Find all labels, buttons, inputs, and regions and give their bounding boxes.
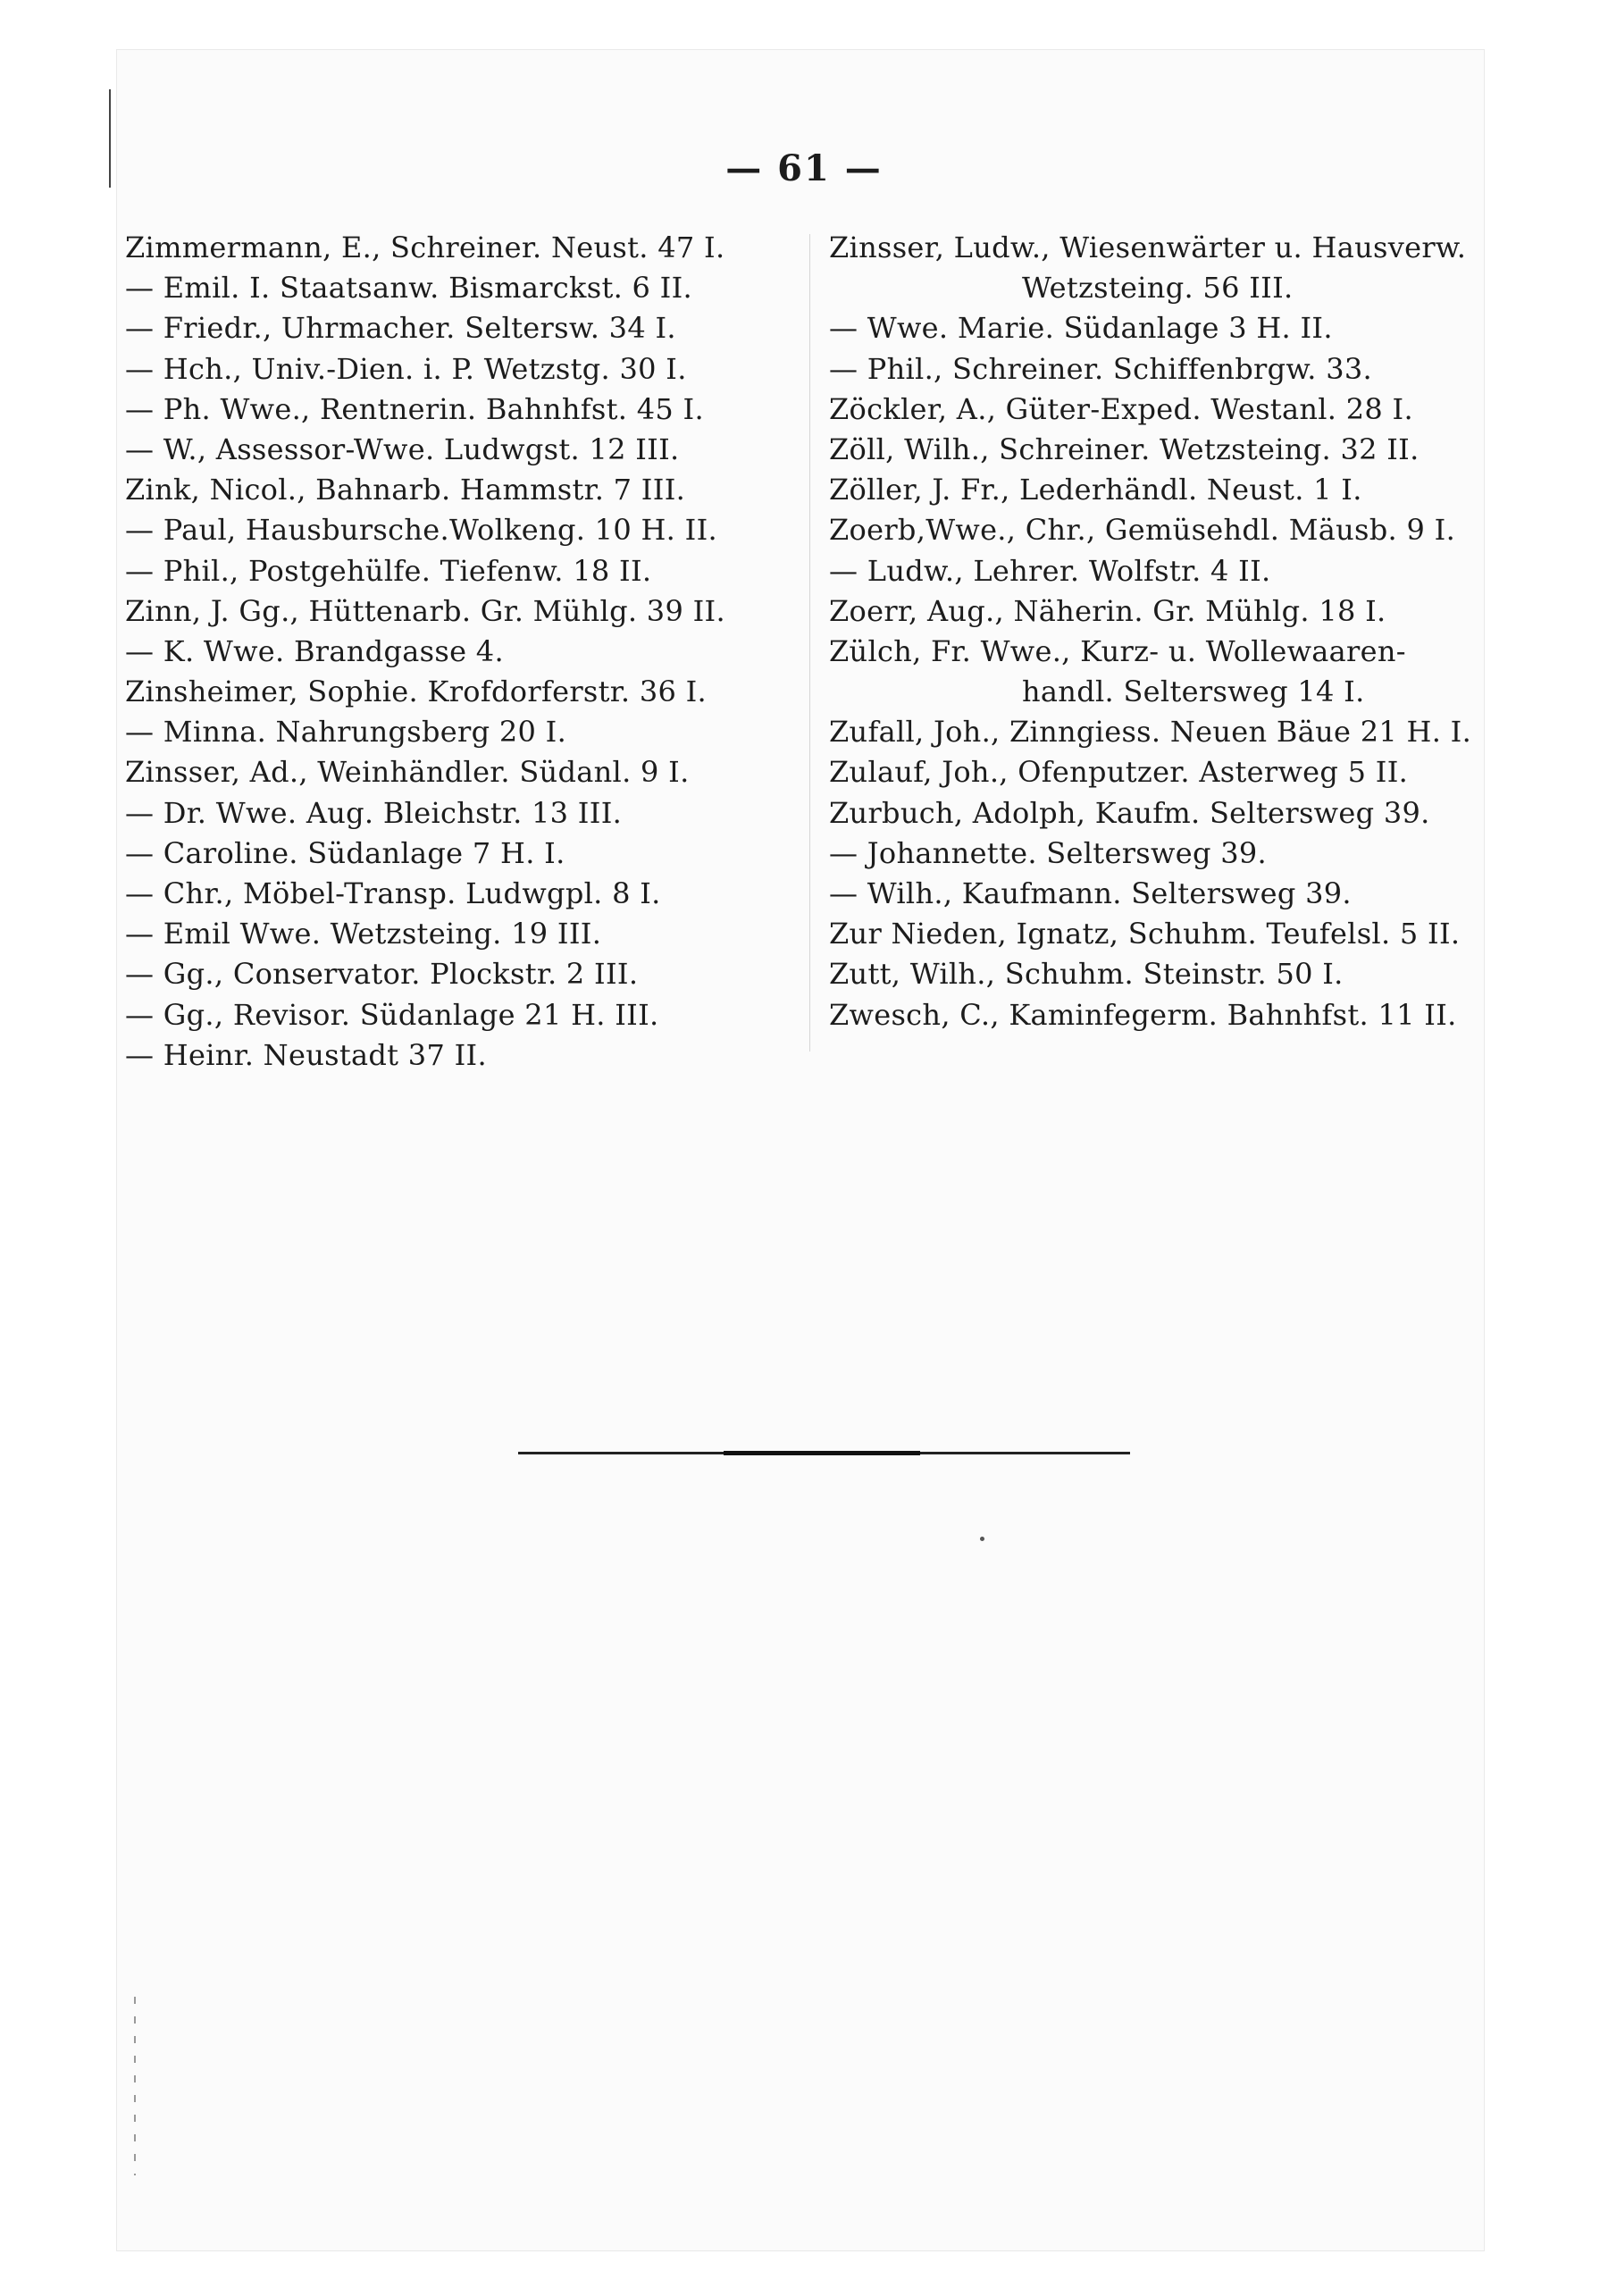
directory-entry: Zinsheimer, Sophie. Krofdorferstr. 36 I. bbox=[125, 675, 708, 709]
directory-entry: Zutt, Wilh., Schuhm. Steinstr. 50 I. bbox=[829, 957, 1344, 992]
print-speck bbox=[980, 1537, 984, 1541]
directory-entry: Zur Nieden, Ignatz, Schuhm. Teufelsl. 5 II. bbox=[829, 917, 1461, 951]
directory-column-left bbox=[125, 228, 804, 1076]
directory-entry: Zöller, J. Fr., Lederhändl. Neust. 1 I. bbox=[829, 473, 1362, 507]
directory-entry: Zwesch, C., Kaminfegerm. Bahnhfst. 11 II. bbox=[829, 997, 1457, 1032]
directory-column-right bbox=[829, 228, 1490, 1035]
directory-entry: Wetzsteing. 56 III. bbox=[1022, 271, 1294, 306]
directory-entry: — Dr. Wwe. Aug. Bleichstr. 13 III. bbox=[125, 795, 623, 830]
directory-entry: — Heinr. Neustadt 37 II. bbox=[125, 1037, 487, 1072]
scan-edge-mark-lower bbox=[134, 1997, 136, 2175]
directory-entry: Zöll, Wilh., Schreiner. Wetzsteing. 32 II. bbox=[829, 432, 1420, 466]
directory-entry: — Chr., Möbel-Transp. Ludwgpl. 8 I. bbox=[125, 876, 661, 910]
directory-entry: Zoerr, Aug., Näherin. Gr. Mühlg. 18 I. bbox=[829, 593, 1386, 628]
directory-entry: Zinsser, Ludw., Wiesenwärter u. Hausverw. bbox=[829, 230, 1467, 264]
directory-entry: — Emil. I. Staatsanw. Bismarckst. 6 II. bbox=[125, 271, 693, 306]
directory-entry: — Caroline. Südanlage 7 H. I. bbox=[125, 835, 565, 870]
directory-entry: — Gg., Revisor. Südanlage 21 H. III. bbox=[125, 997, 659, 1032]
directory-entry: — Minna. Nahrungsberg 20 I. bbox=[125, 715, 567, 750]
directory-entry: Zöckler, A., Güter-Exped. Westanl. 28 I. bbox=[829, 391, 1413, 426]
directory-entry: — Friedr., Uhrmacher. Seltersw. 34 I. bbox=[125, 311, 676, 346]
directory-entry: — K. Wwe. Brandgasse 4. bbox=[125, 633, 504, 668]
directory-entry: — Ph. Wwe., Rentnerin. Bahnhfst. 45 I. bbox=[125, 391, 704, 426]
directory-entry: — Paul, Hausbursche.Wolkeng. 10 H. II. bbox=[125, 513, 717, 548]
directory-entry: handl. Seltersweg 14 I. bbox=[1022, 675, 1365, 709]
directory-entry: Zinn, J. Gg., Hüttenarb. Gr. Mühlg. 39 II. bbox=[125, 593, 725, 628]
scan-edge-mark bbox=[109, 89, 111, 188]
directory-entry: Zulauf, Joh., Ofenputzer. Asterweg 5 II. bbox=[829, 755, 1409, 790]
directory-entry: — Wwe. Marie. Südanlage 3 H. II. bbox=[829, 311, 1333, 346]
directory-entry: Zufall, Joh., Zinngiess. Neuen Bäue 21 H. I. bbox=[829, 715, 1472, 750]
directory-entry: — Johannette. Seltersweg 39. bbox=[829, 835, 1267, 870]
directory-entry: — Phil., Postgehülfe. Tiefenw. 18 II. bbox=[125, 553, 652, 588]
directory-entry: Zinsser, Ad., Weinhändler. Südanl. 9 I. bbox=[125, 755, 690, 790]
directory-entry: Zoerb,Wwe., Chr., Gemüsehdl. Mäusb. 9 I. bbox=[829, 513, 1456, 548]
directory-entry: — Emil Wwe. Wetzsteing. 19 III. bbox=[125, 917, 602, 951]
end-rule bbox=[518, 1452, 1130, 1454]
directory-entry: Zimmermann, E., Schreiner. Neust. 47 I. bbox=[125, 230, 725, 264]
directory-entry: Zurbuch, Adolph, Kaufm. Seltersweg 39. bbox=[829, 795, 1430, 830]
directory-entry: — Wilh., Kaufmann. Seltersweg 39. bbox=[829, 876, 1352, 910]
column-divider bbox=[809, 234, 810, 1052]
directory-entry: — Gg., Conservator. Plockstr. 2 III. bbox=[125, 957, 639, 992]
directory-entry: Zink, Nicol., Bahnarb. Hammstr. 7 III. bbox=[125, 473, 686, 507]
directory-entry: — W., Assessor-Wwe. Ludwgst. 12 III. bbox=[125, 432, 680, 466]
directory-entry: Zülch, Fr. Wwe., Kurz- u. Wollewaaren- bbox=[829, 633, 1406, 668]
directory-entry: — Phil., Schreiner. Schiffenbrgw. 33. bbox=[829, 351, 1373, 386]
directory-entry: — Hch., Univ.-Dien. i. P. Wetzstg. 30 I. bbox=[125, 351, 687, 386]
directory-entry: — Ludw., Lehrer. Wolfstr. 4 II. bbox=[829, 553, 1271, 588]
page-number: — 61 — bbox=[725, 147, 883, 189]
